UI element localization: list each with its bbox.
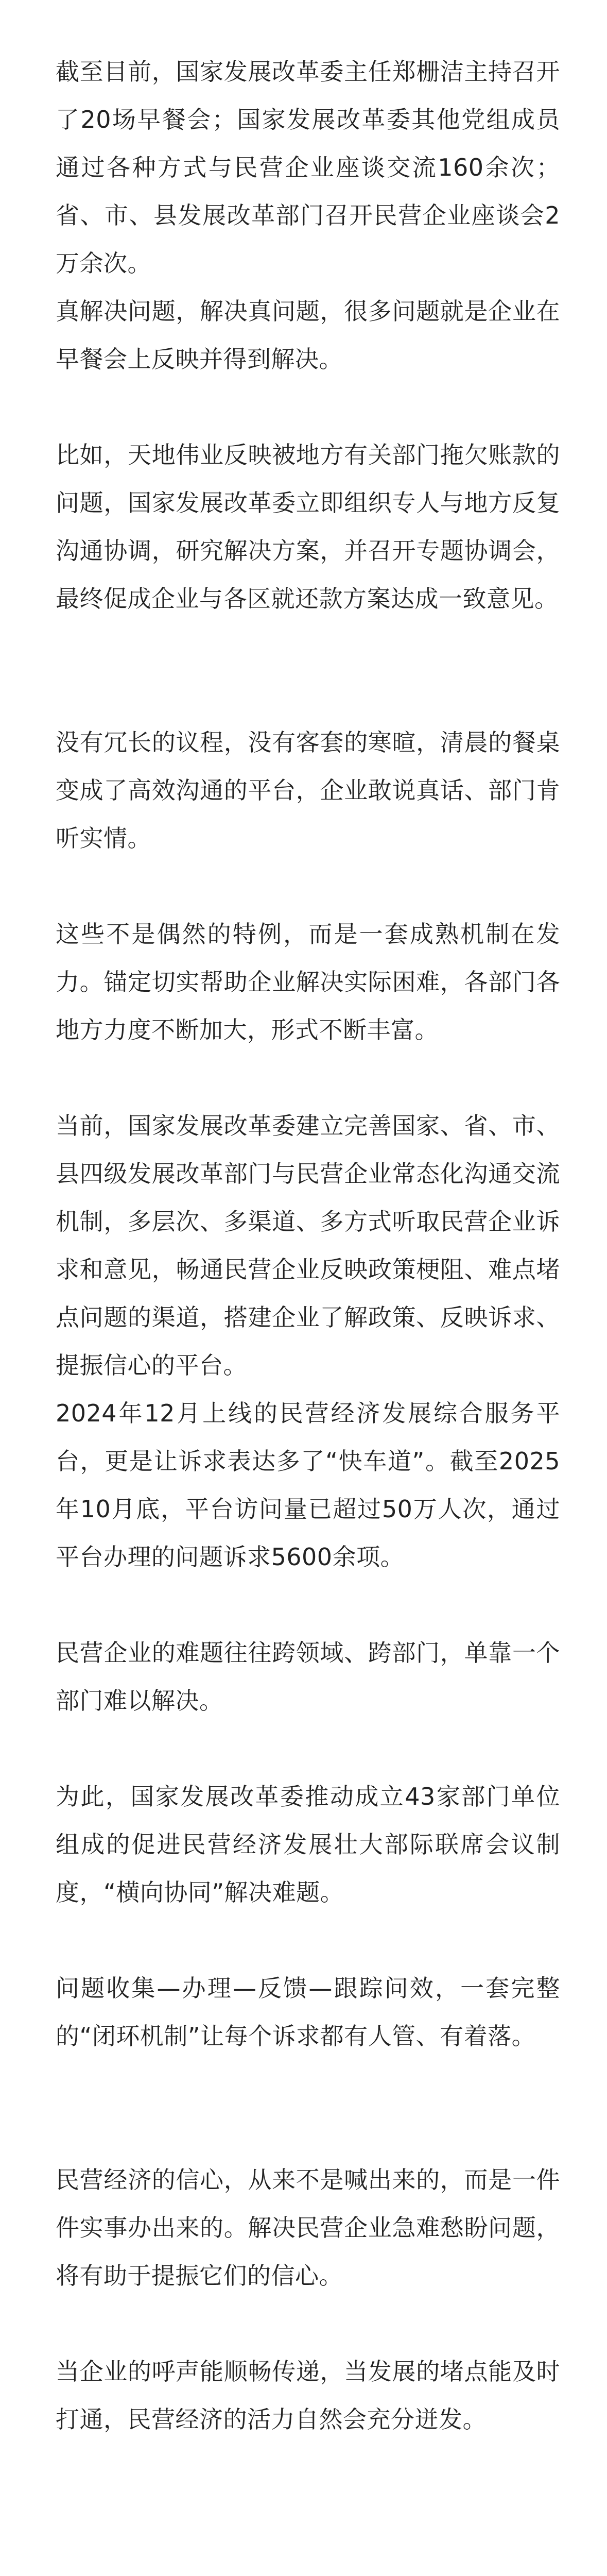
paragraph-8: 民营企业的难题往往跨领域、跨部门，单靠一个部门难以解决。	[56, 1639, 560, 1715]
paragraph-9: 为此，国家发展改革委推动成立43家部门单位组成的促进民营经济发展壮大部际联席会议制度，“横向协同”解决难题。	[56, 1783, 560, 1906]
paragraph-1: 截至目前，国家发展改革委主任郑栅洁主持召开了20场早餐会；国家发展改革委其他党组成员通过各种方式与民营企业座谈交流160余次；省、市、县发展改革部门召开民营企业座谈会2万余次。	[56, 58, 560, 277]
paragraph-4: 没有冗长的议程，没有客套的寒暄，清晨的餐桌变成了高效沟通的平台，企业敢说真话、部门肯听实情。	[56, 728, 560, 852]
paragraph-7: 2024年12月上线的民营经济发展综合服务平台，更是让诉求表达多了“快车道”。截至2025年10月底，平台访问量已超过50万人次，通过平台办理的问题诉求5600余项。	[56, 1399, 560, 1571]
paragraph-12: 当企业的呼声能顺畅传递，当发展的堵点能及时打通，民营经济的活力自然会充分迸发。	[56, 2358, 560, 2433]
paragraph-10: 问题收集—办理—反馈—跟踪问效，一套完整的“闭环机制”让每个诉求都有人管、有着落。	[56, 1974, 560, 2050]
paragraph-6: 当前，国家发展改革委建立完善国家、省、市、县四级发展改革部门与民营企业常态化沟通交流机制，多层次、多渠道、多方式听取民营企业诉求和意见，畅通民营企业反映政策梗阻、难点堵点问题的渠道，搭建企业了解政策、反映诉求、提振信心的平台。	[56, 1112, 560, 1379]
paragraph-3: 比如，天地伟业反映被地方有关部门拖欠账款的问题，国家发展改革委立即组织专人与地方反复沟通协调，研究解决方案，并召开专题协调会，最终促成企业与各区就还款方案达成一致意见。	[56, 441, 560, 613]
paragraph-2: 真解决问题，解决真问题，很多问题就是企业在早餐会上反映并得到解决。	[56, 297, 560, 373]
article-body	[56, 0, 560, 2576]
paragraph-5: 这些不是偶然的特例，而是一套成熟机制在发力。锚定切实帮助企业解决实际困难，各部门各地方力度不断加大，形式不断丰富。	[56, 920, 560, 1044]
paragraph-11: 民营经济的信心，从来不是喊出来的，而是一件件实事办出来的。解决民营企业急难愁盼问题，将有助于提振它们的信心。	[56, 2166, 560, 2290]
